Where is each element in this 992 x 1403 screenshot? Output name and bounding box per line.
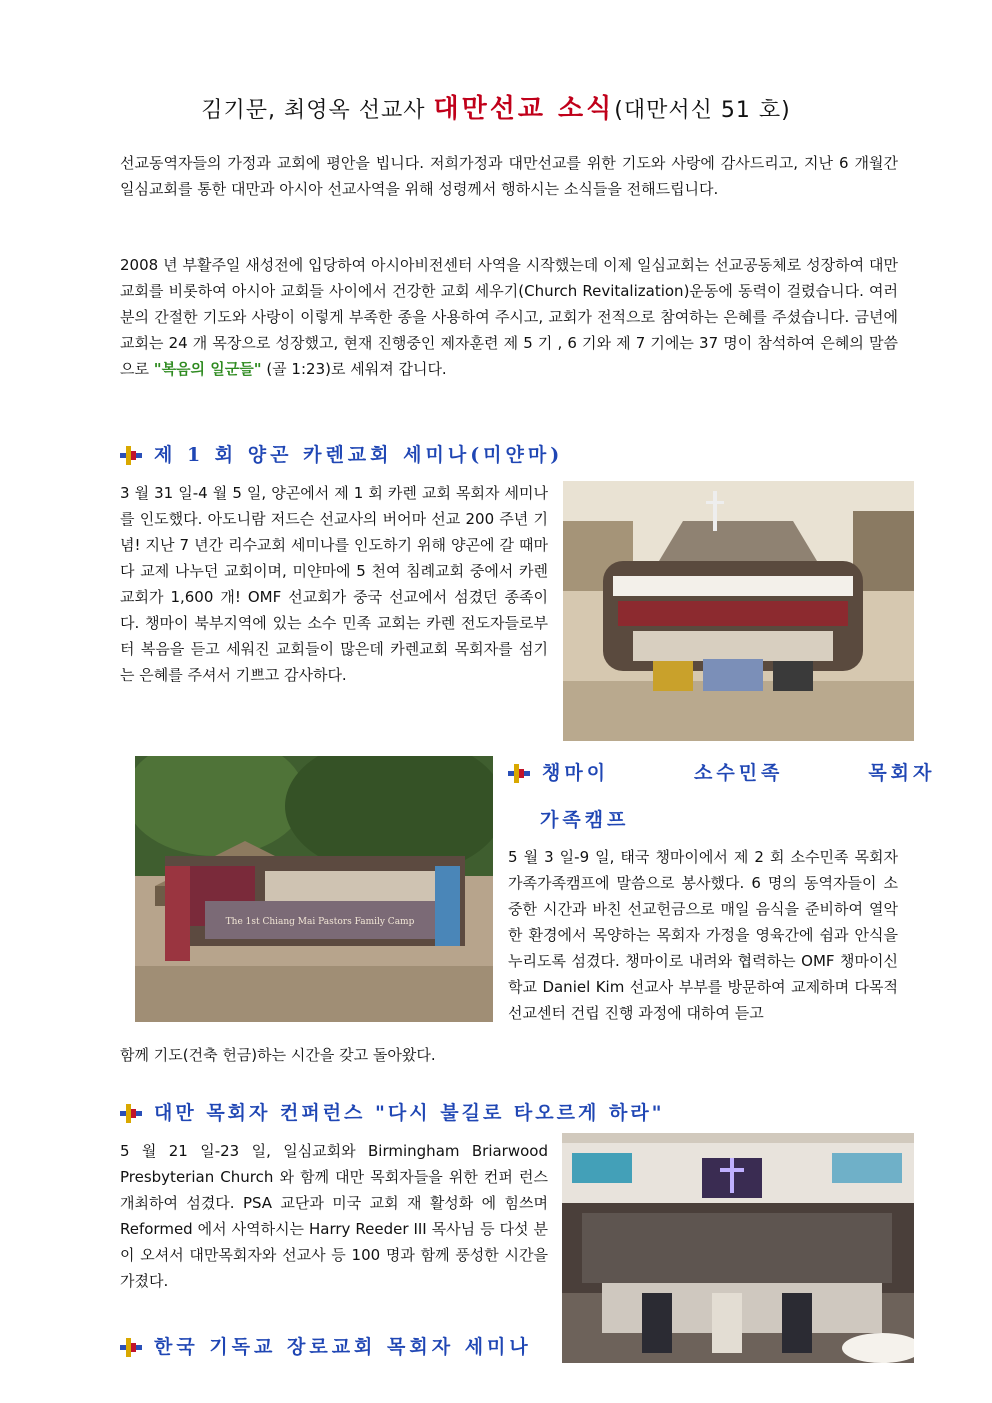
section1-body: 3 월 31 일-4 월 5 일, 양곤에서 제 1 회 카렌 교회 목회자 세미나를 인도했다. 아도니람 저드슨 선교사의 버어마 선교 200 주년 기념! 지난 7 년간 리수교회 세미나를 인도하기 위해 양곤에 갈 때마다 교제 나누던 교회이며, 미얀마에 5 천여 침례교회 중에서 카렌 교회가 1,600 개! OMF 선교회가 중국 선교에서 섬겼던 종족이다. 챙마이 북부지역에 있는 소수 민족 교회는 카렌 전도자들로부터 복음을 듣고 세워진 교회들이 많은데 카렌교회 목회자를 섬기는 은혜를 주셔서 기쁘고 감사하다. [120, 484, 548, 684]
section4-heading: 한국 기독교 장로교회 목회자 세미나 [120, 1332, 532, 1359]
section3-heading: 대만 목회자 컨퍼런스 "다시 불길로 타오르게 하라" [120, 1098, 665, 1125]
cross-bullet-icon [120, 443, 142, 465]
section2-heading-line2: 가족캠프 [540, 809, 630, 831]
karen-seminar-photo [563, 481, 914, 741]
intro-p2-end: (골 1:23)로 세워져 갑니다. [261, 360, 447, 378]
intro-paragraph-2 [120, 252, 898, 382]
taiwan-conference-photo [562, 1133, 914, 1363]
title-prefix: 김기문, 최영옥 선교사 [201, 98, 434, 123]
section3-body: 5 월 21 일-23 일, 일심교회와 Birmingham Briarwood Presbyterian Church 와 함께 대만 목회자들을 위한 컨퍼 런스 개최하여 섬겼다. PSA 교단과 미국 교회 재 활성화 에 힘쓰며 Reformed 에서 사역하시는 Harry Reeder III 목사님 등 다섯 분이 오셔서 대만목회자와 선교사 등 100 명과 함께 풍성한 시간을 가졌다. [120, 1142, 548, 1290]
intro-p2-text: 2008 년 부활주일 새성전에 입당하여 아시아비전센터 사역을 시작했는데 이제 일심교회는 선교공동체로 성장하여 대만교회를 비롯하여 아시아 교회들 사이에서 건강한 교회 세우기(Church Revitalization)운동에 동력이 걸렸습니다. 여러분의 간절한 기도와 사랑이 이렇게 부족한 종을 사용하여 주시고, 교회가 전적으로 참여하는 은혜를 주셨습니다. 금년에 교회는 24 개 목장으로 성장했고, 현재 진행중인 제자훈련 제 5 기 , 6 기와 제 7 기에는 37 명이 참석하여 은혜의 말씀으로 [120, 256, 898, 378]
cross-bullet-icon [508, 761, 530, 783]
gospel-workers-quote: "복음의 일군들" [153, 360, 262, 378]
title-highlight: 대만선교 소식 [433, 94, 615, 124]
chiang-mai-camp-photo [135, 756, 493, 1022]
section2-body-end: 함께 기도(건축 헌금)하는 시간을 갖고 돌아왔다. [120, 1046, 436, 1064]
camp-banner-text: The 1st Chiang Mai Pastors Family Camp [225, 917, 415, 927]
page-title [0, 88, 992, 125]
cross-bullet-icon [120, 1335, 142, 1357]
section1-heading: 제 1 회 양곤 카렌교회 세미나(미얀마) [120, 440, 563, 467]
intro-paragraph-1: 선교동역자들의 가정과 교회에 평안을 빕니다. 저희가정과 대만선교를 위한 기도와 사랑에 감사드리고, 지난 6 개월간 일심교회를 통한 대만과 아시아 선교사역을 위해 성령께서 행하시는 소식들을 전해드립니다. [120, 154, 898, 198]
cross-bullet-icon [120, 1101, 142, 1123]
section2-heading: 챙마이 소수민족 목회자 [508, 758, 898, 785]
section2-body: 5 월 3 일-9 일, 태국 챙마이에서 제 2 회 소수민족 목회자 가족가족캠프에 말씀으로 봉사했다. 6 명의 동역자들이 소중한 시간과 바친 선교헌금으로 매일 음식을 준비하여 열악한 환경에서 목양하는 목회자 가정을 영육간에 쉼과 안식을 누리도록 섬겼다. 챙마이로 내려와 협력하는 OMF 챙마이신학교 Daniel Kim 선교사 부부를 방문하여 교제하며 다목적선교센터 건립 진행 과정에 대하여 듣고 [508, 848, 898, 1022]
title-suffix: (대만서신 51 호) [614, 98, 791, 123]
